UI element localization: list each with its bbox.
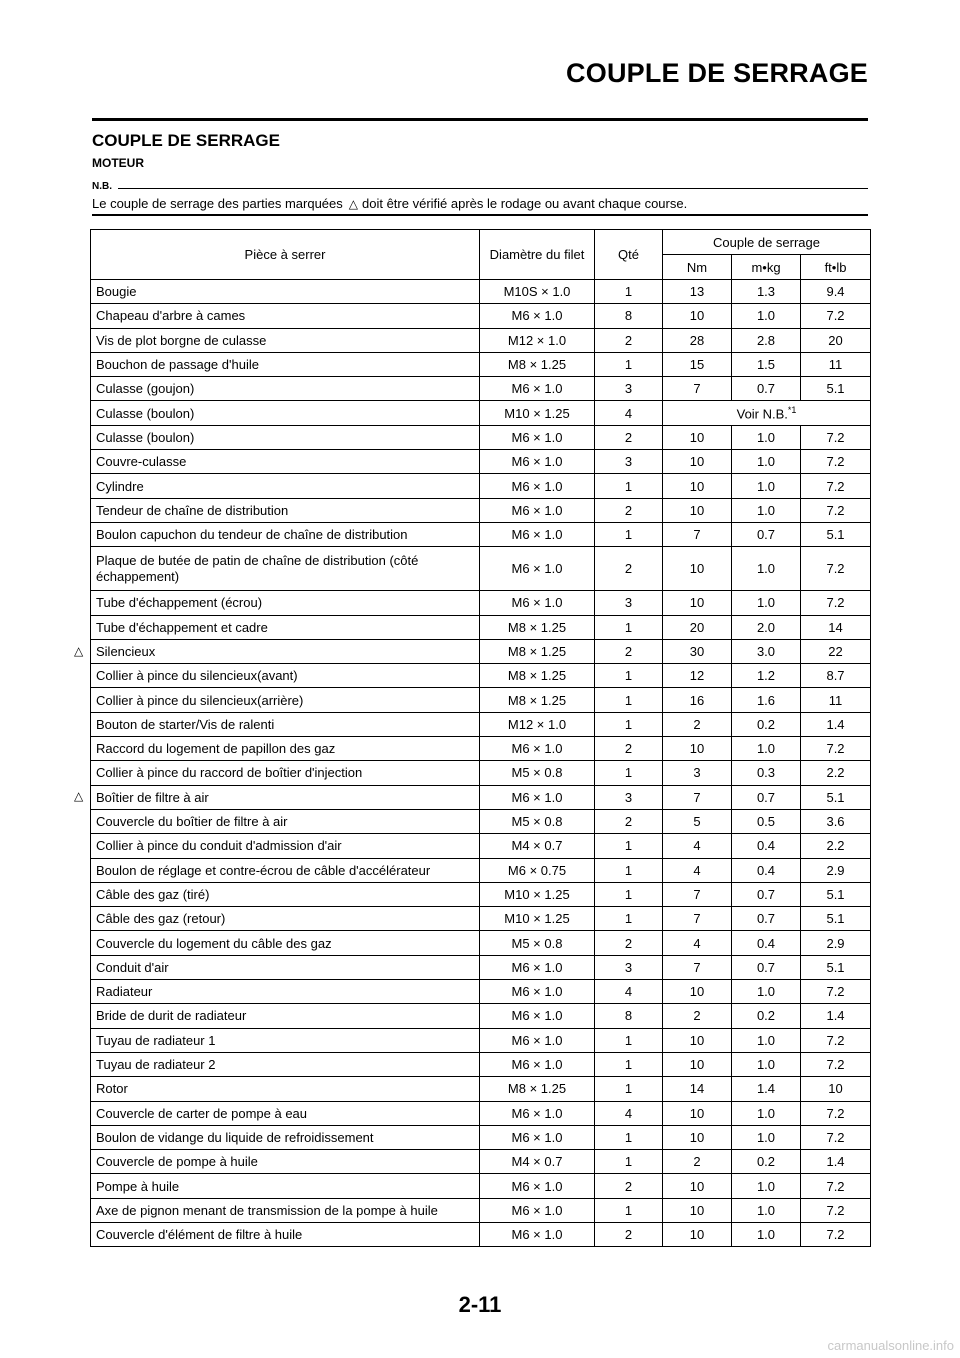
cell-diameter: M6 × 1.0 bbox=[480, 955, 595, 979]
cell-nm: 7 bbox=[663, 377, 732, 401]
cell-nm: 5 bbox=[663, 809, 732, 833]
cell-nm: 4 bbox=[663, 834, 732, 858]
table-row bbox=[91, 809, 871, 833]
cell-mkg: 0.4 bbox=[732, 834, 801, 858]
cell-diameter: M6 × 1.0 bbox=[480, 498, 595, 522]
cell-mkg: 1.0 bbox=[732, 498, 801, 522]
cell-nm: 28 bbox=[663, 328, 732, 352]
cell-part: Culasse (boulon) bbox=[91, 401, 480, 425]
cell-diameter: M12 × 1.0 bbox=[480, 712, 595, 736]
cell-nm: 10 bbox=[663, 474, 732, 498]
cell-diameter: M6 × 1.0 bbox=[480, 522, 595, 546]
cell-part: Tube d'échappement (écrou) bbox=[91, 591, 480, 615]
cell-diameter: M8 × 1.25 bbox=[480, 352, 595, 376]
cell-ftlb: 7.2 bbox=[801, 425, 871, 449]
cell-qty: 1 bbox=[595, 1150, 663, 1174]
cell-part: Boulon capuchon du tendeur de chaîne de distribution bbox=[91, 522, 480, 546]
torque-table-body bbox=[91, 280, 871, 1247]
cell-qty: 3 bbox=[595, 450, 663, 474]
cell-part: Cylindre bbox=[91, 474, 480, 498]
cell-qty: 1 bbox=[595, 664, 663, 688]
cell-mkg: 1.0 bbox=[732, 737, 801, 761]
cell-part: Collier à pince du silencieux(arrière) bbox=[91, 688, 480, 712]
cell-qty: 1 bbox=[595, 474, 663, 498]
cell-nm: 10 bbox=[663, 1198, 732, 1222]
note-label: N.B. bbox=[92, 181, 112, 192]
cell-part: Radiateur bbox=[91, 980, 480, 1004]
cell-diameter: M6 × 1.0 bbox=[480, 1004, 595, 1028]
cell-part: Collier à pince du raccord de boîtier d'injection bbox=[91, 761, 480, 785]
table-row bbox=[91, 664, 871, 688]
table-row bbox=[91, 834, 871, 858]
cell-mkg: 0.5 bbox=[732, 809, 801, 833]
cell-ftlb: 2.2 bbox=[801, 834, 871, 858]
header-rule bbox=[92, 118, 868, 121]
cell-qty: 2 bbox=[595, 498, 663, 522]
cell-ftlb: 10 bbox=[801, 1077, 871, 1101]
cell-part: Boîtier de filtre à air bbox=[91, 785, 480, 809]
cell-part: Couvre-culasse bbox=[91, 450, 480, 474]
cell-qty: 2 bbox=[595, 547, 663, 591]
table-row bbox=[91, 907, 871, 931]
cell-part: Câble des gaz (retour) bbox=[91, 907, 480, 931]
cell-mkg: 2.0 bbox=[732, 615, 801, 639]
cell-diameter: M6 × 1.0 bbox=[480, 591, 595, 615]
cell-nm: 2 bbox=[663, 1004, 732, 1028]
cell-mkg: 1.0 bbox=[732, 1198, 801, 1222]
cell-qty: 4 bbox=[595, 980, 663, 1004]
cell-nm: 7 bbox=[663, 522, 732, 546]
cell-part: Pompe à huile bbox=[91, 1174, 480, 1198]
cell-mkg: 0.2 bbox=[732, 1004, 801, 1028]
triangle-marker-icon: △ bbox=[74, 789, 84, 804]
cell-part: Boulon de vidange du liquide de refroidissement bbox=[91, 1125, 480, 1149]
cell-ftlb: 7.2 bbox=[801, 591, 871, 615]
cell-part: Bouton de starter/Vis de ralenti bbox=[91, 712, 480, 736]
table-row bbox=[91, 425, 871, 449]
cell-nm: 20 bbox=[663, 615, 732, 639]
table-row bbox=[91, 737, 871, 761]
table-row bbox=[91, 1004, 871, 1028]
header-diameter: Diamètre du filet bbox=[480, 230, 595, 280]
cell-ftlb: 5.1 bbox=[801, 955, 871, 979]
cell-part: Rotor bbox=[91, 1077, 480, 1101]
cell-mkg: 1.0 bbox=[732, 304, 801, 328]
cell-mkg: 1.0 bbox=[732, 1101, 801, 1125]
cell-diameter: M6 × 1.0 bbox=[480, 785, 595, 809]
cell-part: Raccord du logement de papillon des gaz bbox=[91, 737, 480, 761]
torque-table bbox=[90, 229, 871, 1247]
cell-mkg: 1.0 bbox=[732, 450, 801, 474]
cell-mkg: 1.6 bbox=[732, 688, 801, 712]
table-row bbox=[91, 352, 871, 376]
cell-qty: 2 bbox=[595, 737, 663, 761]
cell-qty: 1 bbox=[595, 1198, 663, 1222]
torque-note-ref: *1 bbox=[787, 404, 797, 415]
cell-mkg: 1.0 bbox=[732, 1222, 801, 1246]
cell-qty: 1 bbox=[595, 761, 663, 785]
table-row bbox=[91, 1077, 871, 1101]
table-row bbox=[91, 1150, 871, 1174]
cell-qty: 1 bbox=[595, 1028, 663, 1052]
cell-part: Culasse (boulon) bbox=[91, 425, 480, 449]
cell-qty: 1 bbox=[595, 1052, 663, 1076]
note-block bbox=[92, 180, 868, 211]
cell-ftlb: 7.2 bbox=[801, 1125, 871, 1149]
cell-ftlb: 9.4 bbox=[801, 280, 871, 304]
cell-nm: 10 bbox=[663, 737, 732, 761]
table-row bbox=[91, 474, 871, 498]
table-row bbox=[91, 401, 871, 425]
cell-mkg: 1.5 bbox=[732, 352, 801, 376]
cell-ftlb: 2.2 bbox=[801, 761, 871, 785]
page-header-title: COUPLE DE SERRAGE bbox=[566, 58, 868, 88]
table-row bbox=[91, 761, 871, 785]
table-row bbox=[91, 1101, 871, 1125]
note-bottom-rule bbox=[92, 214, 868, 216]
cell-diameter: M5 × 0.8 bbox=[480, 761, 595, 785]
cell-torque-note bbox=[663, 401, 871, 425]
cell-diameter: M6 × 0.75 bbox=[480, 858, 595, 882]
cell-mkg: 0.2 bbox=[732, 712, 801, 736]
cell-mkg: 0.7 bbox=[732, 882, 801, 906]
cell-ftlb: 11 bbox=[801, 688, 871, 712]
cell-part: Axe de pignon menant de transmission de la pompe à huile bbox=[91, 1198, 480, 1222]
cell-diameter: M6 × 1.0 bbox=[480, 1101, 595, 1125]
cell-mkg: 1.0 bbox=[732, 591, 801, 615]
table-row bbox=[91, 1222, 871, 1246]
cell-diameter: M6 × 1.0 bbox=[480, 450, 595, 474]
cell-diameter: M8 × 1.25 bbox=[480, 639, 595, 663]
cell-nm: 3 bbox=[663, 761, 732, 785]
cell-mkg: 3.0 bbox=[732, 639, 801, 663]
note-rule bbox=[118, 188, 868, 189]
cell-mkg: 1.0 bbox=[732, 547, 801, 591]
cell-ftlb: 7.2 bbox=[801, 450, 871, 474]
header-nm: Nm bbox=[663, 255, 732, 280]
cell-ftlb: 7.2 bbox=[801, 980, 871, 1004]
cell-part: Câble des gaz (tiré) bbox=[91, 882, 480, 906]
cell-ftlb: 5.1 bbox=[801, 907, 871, 931]
table-row bbox=[91, 498, 871, 522]
cell-part: Couvercle de pompe à huile bbox=[91, 1150, 480, 1174]
cell-ftlb: 1.4 bbox=[801, 1150, 871, 1174]
cell-nm: 10 bbox=[663, 591, 732, 615]
note-text bbox=[92, 196, 868, 211]
cell-diameter: M6 × 1.0 bbox=[480, 377, 595, 401]
table-row bbox=[91, 522, 871, 546]
cell-ftlb: 14 bbox=[801, 615, 871, 639]
cell-nm: 2 bbox=[663, 712, 732, 736]
cell-nm: 7 bbox=[663, 907, 732, 931]
cell-nm: 2 bbox=[663, 1150, 732, 1174]
cell-mkg: 1.0 bbox=[732, 474, 801, 498]
torque-note-text: Voir N.B. bbox=[736, 406, 788, 422]
cell-part: Tendeur de chaîne de distribution bbox=[91, 498, 480, 522]
cell-mkg: 1.0 bbox=[732, 1028, 801, 1052]
cell-ftlb: 2.9 bbox=[801, 931, 871, 955]
cell-part: Boulon de réglage et contre-écrou de câble d'accélérateur bbox=[91, 858, 480, 882]
cell-mkg: 1.0 bbox=[732, 1174, 801, 1198]
cell-diameter: M5 × 0.8 bbox=[480, 931, 595, 955]
cell-qty: 2 bbox=[595, 809, 663, 833]
cell-part: Silencieux bbox=[91, 639, 480, 663]
cell-qty: 3 bbox=[595, 785, 663, 809]
cell-part: Couvercle du logement du câble des gaz bbox=[91, 931, 480, 955]
cell-diameter: M6 × 1.0 bbox=[480, 1125, 595, 1149]
cell-qty: 4 bbox=[595, 401, 663, 425]
header-mkg: m•kg bbox=[732, 255, 801, 280]
cell-nm: 10 bbox=[663, 450, 732, 474]
table-row bbox=[91, 304, 871, 328]
table-row bbox=[91, 1198, 871, 1222]
cell-nm: 10 bbox=[663, 1222, 732, 1246]
table-row bbox=[91, 639, 871, 663]
cell-diameter: M12 × 1.0 bbox=[480, 328, 595, 352]
cell-mkg: 0.7 bbox=[732, 377, 801, 401]
cell-mkg: 0.2 bbox=[732, 1150, 801, 1174]
cell-ftlb: 7.2 bbox=[801, 1028, 871, 1052]
cell-diameter: M6 × 1.0 bbox=[480, 304, 595, 328]
triangle-marker-icon: △ bbox=[74, 643, 84, 658]
cell-part: Tube d'échappement et cadre bbox=[91, 615, 480, 639]
cell-qty: 8 bbox=[595, 1004, 663, 1028]
cell-part: Plaque de butée de patin de chaîne de distribution (côté échappement) bbox=[91, 547, 480, 591]
table-row bbox=[91, 1125, 871, 1149]
cell-mkg: 0.7 bbox=[732, 955, 801, 979]
header-torque: Couple de serrage bbox=[663, 230, 871, 255]
cell-nm: 7 bbox=[663, 785, 732, 809]
cell-nm: 12 bbox=[663, 664, 732, 688]
watermark: carmanualsonline.info bbox=[827, 1338, 954, 1353]
table-row bbox=[91, 955, 871, 979]
cell-part: Couvercle du boîtier de filtre à air bbox=[91, 809, 480, 833]
table-row bbox=[91, 882, 871, 906]
cell-part: Couvercle de carter de pompe à eau bbox=[91, 1101, 480, 1125]
table-row bbox=[91, 591, 871, 615]
cell-nm: 13 bbox=[663, 280, 732, 304]
cell-mkg: 0.7 bbox=[732, 907, 801, 931]
cell-diameter: M6 × 1.0 bbox=[480, 1174, 595, 1198]
cell-ftlb: 7.2 bbox=[801, 737, 871, 761]
cell-nm: 7 bbox=[663, 882, 732, 906]
cell-mkg: 1.2 bbox=[732, 664, 801, 688]
cell-mkg: 1.0 bbox=[732, 1052, 801, 1076]
cell-qty: 3 bbox=[595, 955, 663, 979]
cell-diameter: M6 × 1.0 bbox=[480, 1052, 595, 1076]
cell-part: Culasse (goujon) bbox=[91, 377, 480, 401]
cell-mkg: 2.8 bbox=[732, 328, 801, 352]
cell-qty: 2 bbox=[595, 639, 663, 663]
table-row bbox=[91, 931, 871, 955]
cell-ftlb: 1.4 bbox=[801, 1004, 871, 1028]
cell-ftlb: 3.6 bbox=[801, 809, 871, 833]
cell-ftlb: 7.2 bbox=[801, 474, 871, 498]
cell-ftlb: 5.1 bbox=[801, 377, 871, 401]
cell-part: Vis de plot borgne de culasse bbox=[91, 328, 480, 352]
cell-qty: 2 bbox=[595, 1222, 663, 1246]
cell-qty: 1 bbox=[595, 907, 663, 931]
cell-part: Couvercle d'élément de filtre à huile bbox=[91, 1222, 480, 1246]
cell-nm: 10 bbox=[663, 498, 732, 522]
cell-mkg: 1.0 bbox=[732, 980, 801, 1004]
cell-nm: 10 bbox=[663, 547, 732, 591]
cell-mkg: 0.7 bbox=[732, 522, 801, 546]
cell-qty: 1 bbox=[595, 858, 663, 882]
header-part: Pièce à serrer bbox=[91, 230, 480, 280]
cell-mkg: 1.3 bbox=[732, 280, 801, 304]
cell-nm: 30 bbox=[663, 639, 732, 663]
table-row bbox=[91, 615, 871, 639]
table-row bbox=[91, 1052, 871, 1076]
cell-diameter: M4 × 0.7 bbox=[480, 1150, 595, 1174]
cell-part: Chapeau d'arbre à cames bbox=[91, 304, 480, 328]
cell-part: Collier à pince du conduit d'admission d'air bbox=[91, 834, 480, 858]
table-row bbox=[91, 712, 871, 736]
cell-nm: 4 bbox=[663, 931, 732, 955]
cell-diameter: M6 × 1.0 bbox=[480, 980, 595, 1004]
cell-qty: 3 bbox=[595, 377, 663, 401]
cell-nm: 15 bbox=[663, 352, 732, 376]
table-row bbox=[91, 280, 871, 304]
cell-ftlb: 7.2 bbox=[801, 1101, 871, 1125]
cell-diameter: M6 × 1.0 bbox=[480, 1028, 595, 1052]
cell-qty: 1 bbox=[595, 280, 663, 304]
cell-diameter: M10S × 1.0 bbox=[480, 280, 595, 304]
cell-diameter: M10 × 1.25 bbox=[480, 907, 595, 931]
cell-part: Tuyau de radiateur 1 bbox=[91, 1028, 480, 1052]
cell-diameter: M6 × 1.0 bbox=[480, 1198, 595, 1222]
cell-ftlb: 5.1 bbox=[801, 882, 871, 906]
cell-mkg: 0.7 bbox=[732, 785, 801, 809]
cell-qty: 4 bbox=[595, 1101, 663, 1125]
cell-qty: 1 bbox=[595, 882, 663, 906]
cell-qty: 1 bbox=[595, 834, 663, 858]
cell-ftlb: 7.2 bbox=[801, 547, 871, 591]
table-row bbox=[91, 1028, 871, 1052]
cell-diameter: M8 × 1.25 bbox=[480, 1077, 595, 1101]
cell-nm: 10 bbox=[663, 425, 732, 449]
cell-nm: 10 bbox=[663, 1125, 732, 1149]
cell-nm: 7 bbox=[663, 955, 732, 979]
cell-qty: 2 bbox=[595, 328, 663, 352]
cell-qty: 1 bbox=[595, 1125, 663, 1149]
cell-diameter: M10 × 1.25 bbox=[480, 882, 595, 906]
header-ftlb: ft•lb bbox=[801, 255, 871, 280]
cell-nm: 10 bbox=[663, 1028, 732, 1052]
cell-mkg: 1.4 bbox=[732, 1077, 801, 1101]
cell-diameter: M10 × 1.25 bbox=[480, 401, 595, 425]
cell-ftlb: 7.2 bbox=[801, 498, 871, 522]
cell-nm: 14 bbox=[663, 1077, 732, 1101]
cell-nm: 4 bbox=[663, 858, 732, 882]
cell-diameter: M8 × 1.25 bbox=[480, 615, 595, 639]
cell-ftlb: 8.7 bbox=[801, 664, 871, 688]
subsection-title: MOTEUR bbox=[92, 156, 144, 170]
cell-qty: 8 bbox=[595, 304, 663, 328]
cell-part: Conduit d'air bbox=[91, 955, 480, 979]
cell-mkg: 1.0 bbox=[732, 1125, 801, 1149]
cell-nm: 10 bbox=[663, 980, 732, 1004]
table-row bbox=[91, 688, 871, 712]
cell-part: Tuyau de radiateur 2 bbox=[91, 1052, 480, 1076]
cell-qty: 3 bbox=[595, 591, 663, 615]
table-row bbox=[91, 785, 871, 809]
cell-diameter: M5 × 0.8 bbox=[480, 809, 595, 833]
cell-qty: 1 bbox=[595, 712, 663, 736]
cell-ftlb: 22 bbox=[801, 639, 871, 663]
cell-mkg: 0.4 bbox=[732, 931, 801, 955]
cell-diameter: M8 × 1.25 bbox=[480, 664, 595, 688]
note-text-before: Le couple de serrage des parties marquées bbox=[92, 196, 343, 211]
cell-qty: 1 bbox=[595, 352, 663, 376]
cell-diameter: M6 × 1.0 bbox=[480, 425, 595, 449]
table-row bbox=[91, 450, 871, 474]
cell-nm: 10 bbox=[663, 1174, 732, 1198]
cell-qty: 2 bbox=[595, 931, 663, 955]
header-qty: Qté bbox=[595, 230, 663, 280]
cell-part: Bouchon de passage d'huile bbox=[91, 352, 480, 376]
cell-diameter: M8 × 1.25 bbox=[480, 688, 595, 712]
table-row bbox=[91, 980, 871, 1004]
table-row bbox=[91, 858, 871, 882]
cell-diameter: M6 × 1.0 bbox=[480, 547, 595, 591]
cell-qty: 1 bbox=[595, 615, 663, 639]
cell-ftlb: 5.1 bbox=[801, 522, 871, 546]
cell-qty: 2 bbox=[595, 425, 663, 449]
cell-diameter: M4 × 0.7 bbox=[480, 834, 595, 858]
cell-ftlb: 2.9 bbox=[801, 858, 871, 882]
cell-qty: 1 bbox=[595, 522, 663, 546]
cell-ftlb: 7.2 bbox=[801, 1198, 871, 1222]
table-row bbox=[91, 547, 871, 591]
cell-diameter: M6 × 1.0 bbox=[480, 737, 595, 761]
note-text-after: doit être vérifié après le rodage ou avant chaque course. bbox=[362, 196, 688, 211]
page-number: 2-11 bbox=[458, 1292, 502, 1317]
table-row bbox=[91, 1174, 871, 1198]
cell-mkg: 1.0 bbox=[732, 425, 801, 449]
cell-diameter: M6 × 1.0 bbox=[480, 1222, 595, 1246]
section-title: COUPLE DE SERRAGE bbox=[92, 131, 280, 150]
cell-mkg: 0.4 bbox=[732, 858, 801, 882]
cell-ftlb: 7.2 bbox=[801, 1222, 871, 1246]
cell-ftlb: 11 bbox=[801, 352, 871, 376]
cell-ftlb: 1.4 bbox=[801, 712, 871, 736]
table-row bbox=[91, 377, 871, 401]
cell-diameter: M6 × 1.0 bbox=[480, 474, 595, 498]
cell-nm: 10 bbox=[663, 304, 732, 328]
triangle-marker-icon: △ bbox=[348, 197, 358, 211]
cell-qty: 1 bbox=[595, 688, 663, 712]
table-row bbox=[91, 328, 871, 352]
cell-ftlb: 7.2 bbox=[801, 304, 871, 328]
cell-part: Bride de durit de radiateur bbox=[91, 1004, 480, 1028]
cell-qty: 2 bbox=[595, 1174, 663, 1198]
cell-part: Bougie bbox=[91, 280, 480, 304]
cell-nm: 16 bbox=[663, 688, 732, 712]
cell-nm: 10 bbox=[663, 1052, 732, 1076]
cell-part: Collier à pince du silencieux(avant) bbox=[91, 664, 480, 688]
cell-nm: 10 bbox=[663, 1101, 732, 1125]
cell-ftlb: 5.1 bbox=[801, 785, 871, 809]
cell-ftlb: 7.2 bbox=[801, 1174, 871, 1198]
cell-ftlb: 20 bbox=[801, 328, 871, 352]
cell-mkg: 0.3 bbox=[732, 761, 801, 785]
cell-ftlb: 7.2 bbox=[801, 1052, 871, 1076]
cell-qty: 1 bbox=[595, 1077, 663, 1101]
